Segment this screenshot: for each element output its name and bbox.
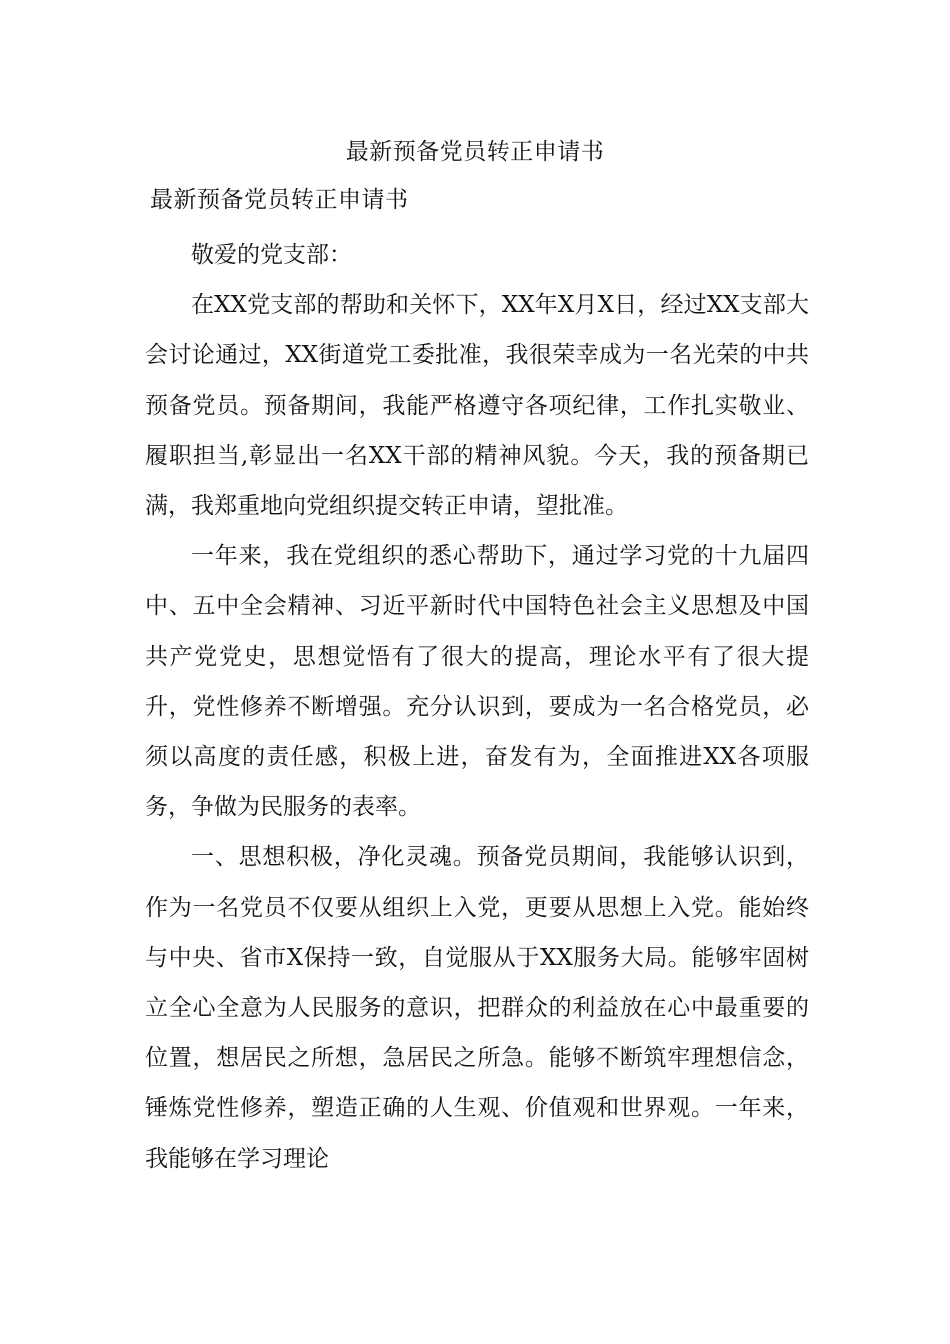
document-subtitle: 最新预备党员转正申请书 xyxy=(150,187,409,213)
paragraph-2: 一年来，我在党组织的悉心帮助下，通过学习党的十九届四中、五中全会精神、习近平新时代中国特色社会主义思想及中国共产党党史，思想觉悟有了很大的提高，理论水平有了很大提升，党性修养不断增强。充分认识到，要成为一名合格党员，必须以高度的责任感，积极上进，奋发有为，全面推进XX各项服务，争做为民服务的表率。 xyxy=(145,543,809,821)
document-body xyxy=(145,230,809,1184)
document-title: 最新预备党员转正申请书 xyxy=(345,139,605,165)
salutation: 敬爱的党支部： xyxy=(191,242,352,268)
paragraph-1: 在XX党支部的帮助和关怀下，XX年X月X日，经过XX支部大会讨论通过，XX街道党工委批准，我很荣幸成为一名光荣的中共预备党员。预备期间，我能严格遵守各项纪律，工作扎实敬业、履职担当,彰显出一名XX干部的精神风貌。今天，我的预备期已满，我郑重地向党组织提交转正申请，望批准。 xyxy=(145,292,809,520)
paragraph-3: 一、思想积极，净化灵魂。预备党员期间，我能够认识到，作为一名党员不仅要从组织上入党，更要从思想上入党。能始终与中央、省市X保持一致，自觉服从于XX服务大局。能够牢固树立全心全意为人民服务的意识，把群众的利益放在心中最重要的位置，想居民之所想，急居民之所急。能够不断筑牢理想信念，锤炼党性修养，塑造正确的人生观、价值观和世界观。一年来，我能够在学习理论 xyxy=(145,844,809,1172)
